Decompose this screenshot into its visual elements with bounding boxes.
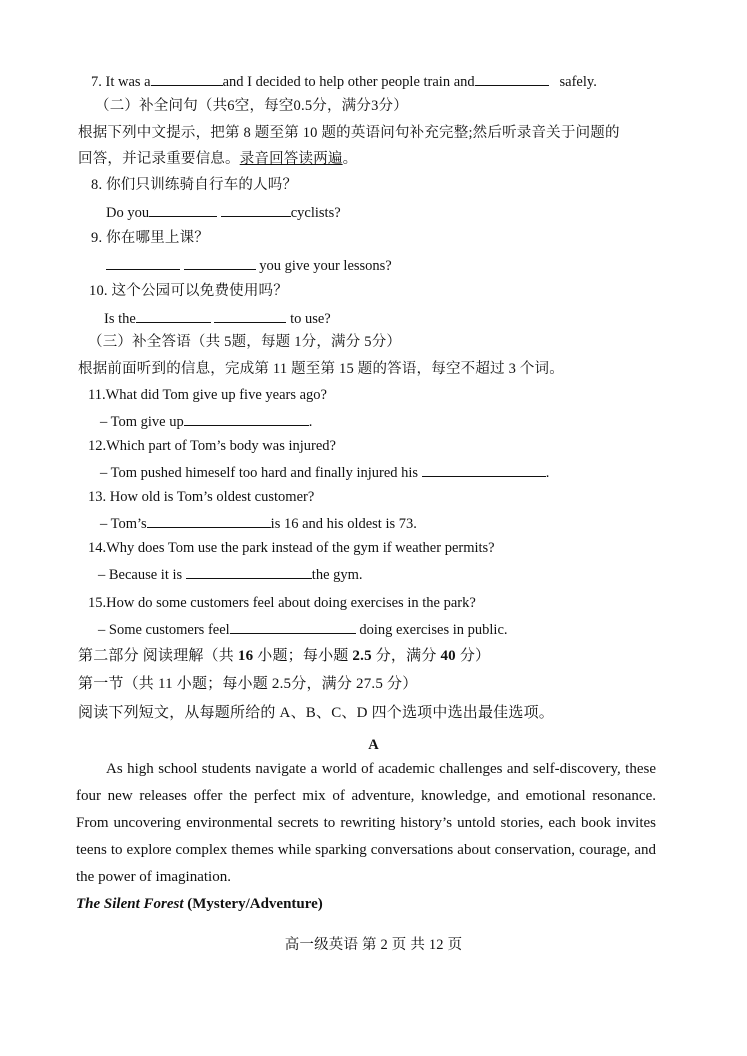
q9-blank-2[interactable] [184,256,256,270]
q8-english [106,203,341,222]
part2-count: 16 [237,648,254,664]
q12-text-b: . [545,465,550,481]
q10-english [104,309,331,328]
q14-question: 14.Why does Tom use the park instead of the gym if weather permits? [88,540,495,556]
q12-blank[interactable] [422,463,546,477]
instructions-2-underlined: 录音回答读两遍 [239,151,343,167]
part2-c: 分，满分 [371,648,441,664]
instructions-2-line2 [78,150,357,168]
q10-chinese: 10. 这个公园可以免费使用吗？ [89,283,288,299]
q7-blank-2[interactable] [475,72,549,86]
instructions-4: 阅读下列短文，从每题所给的 A、B、C、D 四个选项中选出最佳选项。 [78,705,554,721]
part2-b: 小题；每小题 [253,648,353,664]
question-7 [91,72,597,91]
q9-text: you give your lessons? [259,258,392,274]
q10-blank-1[interactable] [136,309,211,323]
passage-letter: A [368,737,379,753]
q8-blank-1[interactable] [149,203,217,217]
q8-text-b: cyclists? [290,205,341,221]
book-1-heading [76,895,323,913]
section-3-heading: （三）补全答语（共 5题，每题 1分，满分 5分） [88,334,402,350]
passage-a [76,756,656,891]
part2-points: 2.5 [352,648,372,664]
q15-text-b: doing exercises in public. [359,622,508,638]
q13-answer [100,514,417,533]
q12-text-a: – Tom pushed himeself too hard and finally injured his [100,465,419,481]
q12-answer [100,463,549,482]
q7-text-a: 7. It was a [91,74,151,90]
q10-blank-2[interactable] [214,309,286,323]
part2-d: 分） [455,648,491,664]
instructions-2-text: 回答，并记录重要信息。 [78,151,240,167]
instructions-3: 根据前面听到的信息，完成第 11 题至第 15 题的答语，每空不超过 3 个词。 [78,361,564,377]
q7-text-c: safely. [559,74,597,90]
q11-question: 11.What did Tom give up five years ago? [88,387,327,403]
q7-blank-1[interactable] [151,72,223,86]
part2-a: 第二部分 阅读理解（共 [78,648,238,664]
q15-answer [98,620,508,639]
q8-text-a: Do you [106,205,150,221]
q11-answer [100,412,312,431]
q15-text-a: – Some customers feel [98,622,230,638]
q9-chinese: 9. 你在哪里上课？ [91,230,209,246]
q14-text-a: – Because it is [98,567,183,583]
passage-paragraph: As high school students navigate a world of academic challenges and self-discovery, these four new releases offer the perfect mix of adventure, knowledge, and emotional resonance. From uncovering environmental secrets to rewriting history’s untold stories, each book invites teens to explore complex themes while sparking conversations about conservation, courage, and the power of imagination. [76,761,656,885]
q12-question: 12.Which part of Tom’s body was injured? [88,438,336,454]
q13-text-b: is 16 and his oldest is 73. [270,516,417,532]
q11-blank[interactable] [184,412,309,426]
section-1-heading: 第一节（共 11 小题；每小题 2.5分，满分 27.5 分） [78,676,418,692]
q15-blank[interactable] [230,620,356,634]
q10-text-a: Is the [104,311,136,327]
q14-answer [98,565,363,584]
instructions-2-line1: 根据下列中文提示，把第 8 题至第 10 题的英语问句补充完整;然后听录音关于问题的 [78,125,620,141]
part2-total: 40 [440,648,456,664]
q8-blank-2[interactable] [221,203,291,217]
q13-question: 13. How old is Tom’s oldest customer? [88,489,315,505]
q14-blank[interactable] [186,565,312,579]
book-1-genre: (Mystery/Adventure) [183,896,323,912]
q15-question: 15.How do some customers feel about doing exercises in the park? [88,595,476,611]
page-footer: 高一级英语 第 2 页 共 12 页 [284,937,463,953]
section-2-heading: （二）补全问句（共6空，每空0.5分，满分3分） [95,98,408,114]
q8-chinese: 8. 你们只训练骑自行车的人吗？ [91,177,298,193]
q14-text-b: the gym. [311,567,363,583]
instructions-2-period: 。 [342,151,358,167]
q11-text-a: – Tom give up [100,414,184,430]
q11-text-b: . [308,414,313,430]
q13-text-a: – Tom’s [100,516,147,532]
q9-blank-1[interactable] [106,256,180,270]
q7-text-b: and I decided to help other people train and [222,74,475,90]
q9-english [106,256,392,275]
q10-text-b: to use? [290,311,331,327]
book-1-title: The Silent Forest [76,896,184,912]
q13-blank[interactable] [147,514,271,528]
part-2-heading [78,647,490,665]
